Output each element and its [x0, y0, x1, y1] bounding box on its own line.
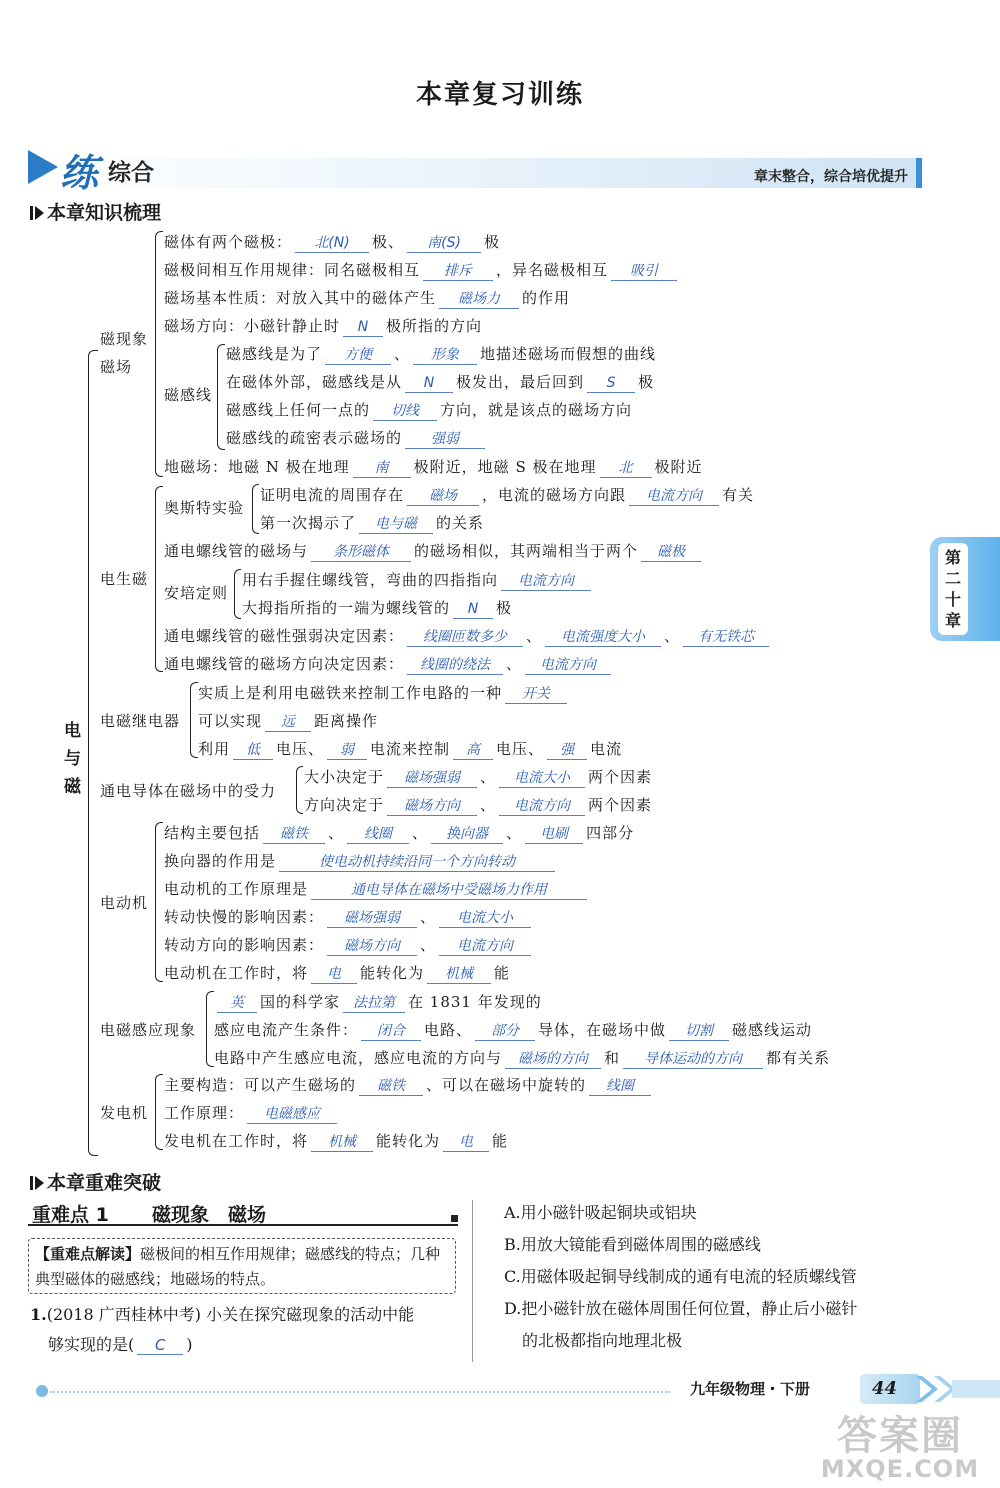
heading-bar-icon: [30, 1176, 33, 1190]
heading-triangle-icon: [35, 1176, 44, 1190]
electro-line-6: 通电螺线管的磁性强弱决定因素： 线圈匝数多少 、 电流强度大小 、 有无铁芯: [164, 625, 772, 647]
label-force: 通电导体在磁场中的受力: [100, 782, 277, 800]
section-banner: [28, 146, 922, 195]
generator-line-1: 主要构造：可以产生磁场的 磁铁 、可以在磁场中旋转的 线圈: [164, 1074, 654, 1096]
label-magnet-phenomena: 磁现象: [100, 330, 149, 348]
brace-electro: [155, 486, 163, 672]
brace-force: [296, 766, 303, 814]
option-d-continued: 的北极都指向地理北极: [522, 1331, 683, 1350]
page-number: 44: [860, 1374, 920, 1404]
question-1-line-2: 够实现的是( C ): [48, 1335, 193, 1354]
option-d[interactable]: D.把小磁针放在磁体周围任何位置，静止后小磁针: [504, 1299, 858, 1318]
keypoint-box-text: 磁极间的相互作用规律；磁感线的特点；几种典型磁体的磁感线；地磁场的特点。: [35, 1245, 441, 1288]
heading-bar-icon: [30, 206, 33, 220]
electro-line-4: 用右手握住螺线管，弯曲的四指指向 电流方向: [242, 569, 594, 591]
brace-field-lines: [217, 344, 225, 450]
heading-triangle-icon: [35, 206, 44, 220]
column-divider: [472, 1200, 473, 1362]
relay-line-1: 实质上是利用电磁铁来控制工作电路的一种 开关: [198, 682, 570, 704]
electro-line-1: 证明电流的周围存在 磁场 ，电流的磁场方向跟 电流方向 有关: [260, 486, 755, 504]
brace-ampere: [234, 569, 241, 619]
question-1-line-1: 1.(2018 广西桂林中考) 小关在探究磁现象的活动中能: [30, 1305, 415, 1324]
brace-magnet: [155, 231, 163, 477]
induction-line-2: 感应电流产生条件： 闭合 电路、 部分 导体，在磁场中做 切割 磁感线运动: [214, 1021, 813, 1039]
mindmap-root-3: 磁: [64, 777, 82, 797]
banner-lian: 练: [60, 150, 99, 195]
banner-arrow-icon: [28, 150, 58, 184]
electro-line-5: 大拇指所指的一端为螺线管的 N 极: [242, 599, 513, 617]
induction-line-1: 英 国的科学家 法拉第 在 1831 年发现的: [214, 991, 542, 1013]
magnet-line-9: 地磁场：地磁 N 极在地理 南 极附近，地磁 S 极在地理 北 极附近: [164, 458, 703, 476]
brace-motor: [155, 822, 163, 982]
keypoint-topic: 磁现象 磁场: [152, 1204, 267, 1226]
force-line-1: 大小决定于 磁场强弱 、 电流大小 两个因素: [304, 768, 653, 786]
motor-line-6: 电动机在工作时，将 电 能转化为 机械 能: [164, 964, 511, 982]
keypoint-box-tag: 【重难点解读】: [35, 1245, 141, 1263]
motor-line-2: 换向器的作用是 使电动机持续沿同一个方向转动: [164, 850, 558, 872]
section-breakthrough-heading: 本章重难突破: [30, 1168, 161, 1195]
electro-line-7: 通电螺线管的磁场方向决定因素： 线圈的绕法 、 电流方向: [164, 653, 614, 675]
motor-line-4: 转动快慢的影响因素： 磁场强弱 、 电流大小: [164, 906, 534, 928]
relay-line-2: 可以实现 远 距离操作: [198, 712, 379, 730]
magnet-line-7: 磁感线上任何一点的 切线 方向，就是该点的磁场方向: [226, 401, 633, 419]
magnet-line-4: 磁场方向：小磁针静止时 N 极所指的方向: [164, 317, 483, 335]
keypoint-header: [28, 1198, 458, 1226]
label-ampere-rule: 安培定则: [164, 584, 229, 602]
label-relay: 电磁继电器: [100, 712, 181, 730]
label-motor: 电动机: [100, 894, 149, 912]
watermark-url: MXQE.COM: [820, 1455, 980, 1483]
watermark-logo-text: 答案圈: [837, 1413, 963, 1459]
magnet-line-6: 在磁体外部，磁感线是从 N 极发出，最后回到 S 极: [226, 373, 655, 391]
generator-line-3: 发电机在工作时，将 机械 能转化为 电 能: [164, 1132, 509, 1150]
chevron-arrows-icon: [908, 1374, 1000, 1404]
motor-line-3: 电动机的工作原理是 通电导体在磁场中受磁场力作用: [164, 878, 590, 900]
label-oersted: 奥斯特实验: [164, 499, 245, 517]
keypoint-square-icon: [451, 1215, 458, 1222]
watermark: [800, 1404, 1000, 1488]
force-line-2: 方向决定于 磁场方向 、 电流方向 两个因素: [304, 796, 653, 814]
induction-line-3: 电路中产生感应电流，感应电流的方向与 磁场的方向 和 导体运动的方向 都有关系: [214, 1049, 831, 1067]
question-1-answer[interactable]: C: [137, 1335, 183, 1355]
magnet-line-5: 磁感线是为了 方便 、 形象 地描述磁场而假想的曲线: [226, 345, 657, 363]
option-c[interactable]: C.用磁体吸起铜导线制成的通有电流的轻质螺线管: [504, 1267, 857, 1286]
label-electro-magnetism: 电生磁: [100, 570, 149, 588]
keypoint-title: 重难点 1: [32, 1204, 109, 1226]
banner-zonghe: 综合: [108, 159, 154, 186]
brace-induction: [206, 991, 214, 1067]
electro-line-2: 第一次揭示了 电与磁 的关系: [260, 514, 485, 532]
relay-line-3: 利用 低 电压、 弱 电流来控制 高 电压、 强 电流: [198, 740, 623, 758]
label-field-lines: 磁感线: [164, 386, 213, 404]
brace-root: [88, 350, 98, 1156]
section-summary-heading: 本章知识梳理: [30, 198, 161, 225]
banner-bar-edge: [916, 158, 922, 188]
brace-relay: [190, 682, 198, 758]
motor-line-1: 结构主要包括 磁铁 、 线圈 、 换向器 、 电刷 四部分: [164, 824, 635, 842]
option-b[interactable]: B.用放大镜能看到磁体周围的磁感线: [504, 1235, 761, 1254]
footer-book-title: 九年级物理・下册: [690, 1380, 811, 1398]
mindmap-root-2: 与: [64, 749, 82, 769]
label-generator: 发电机: [100, 1104, 149, 1122]
magnet-line-1: 磁体有两个磁极： 北(N) 极、 南(S) 极: [164, 233, 501, 251]
magnet-line-8: 磁感线的疏密表示磁场的 强弱: [226, 427, 488, 449]
mindmap-root-1: 电: [64, 721, 82, 741]
banner-subtitle: 章末整合，综合培优提升: [754, 169, 908, 185]
chapter-tab-label: 第 二 十 章: [938, 543, 968, 635]
magnet-line-2: 磁极间相互作用规律：同名磁极相互 排斥 ，异名磁极相互 吸引: [164, 259, 680, 281]
footer-line: [50, 1391, 670, 1393]
generator-line-2: 工作原理： 电磁感应: [164, 1102, 340, 1124]
keypoint-box: [28, 1238, 456, 1294]
motor-line-5: 转动方向的影响因素： 磁场方向 、 电流方向: [164, 934, 534, 956]
electro-line-3: 通电螺线管的磁场与 条形磁体 的磁场相似，其两端相当于两个 磁极: [164, 540, 704, 562]
chapter-tab[interactable]: [930, 537, 1000, 641]
brace-oersted: [252, 484, 259, 534]
label-induction: 电磁感应现象: [100, 1021, 197, 1039]
footer-dot-icon: [36, 1385, 48, 1397]
label-magnetic-field: 磁场: [100, 358, 133, 376]
page-title: 本章复习训练: [415, 80, 584, 110]
option-a[interactable]: A.用小磁针吸起铜块或铝块: [504, 1203, 697, 1222]
magnet-line-3: 磁场基本性质：对放入其中的磁体产生 磁场力 的作用: [164, 289, 571, 307]
brace-generator: [155, 1074, 163, 1150]
